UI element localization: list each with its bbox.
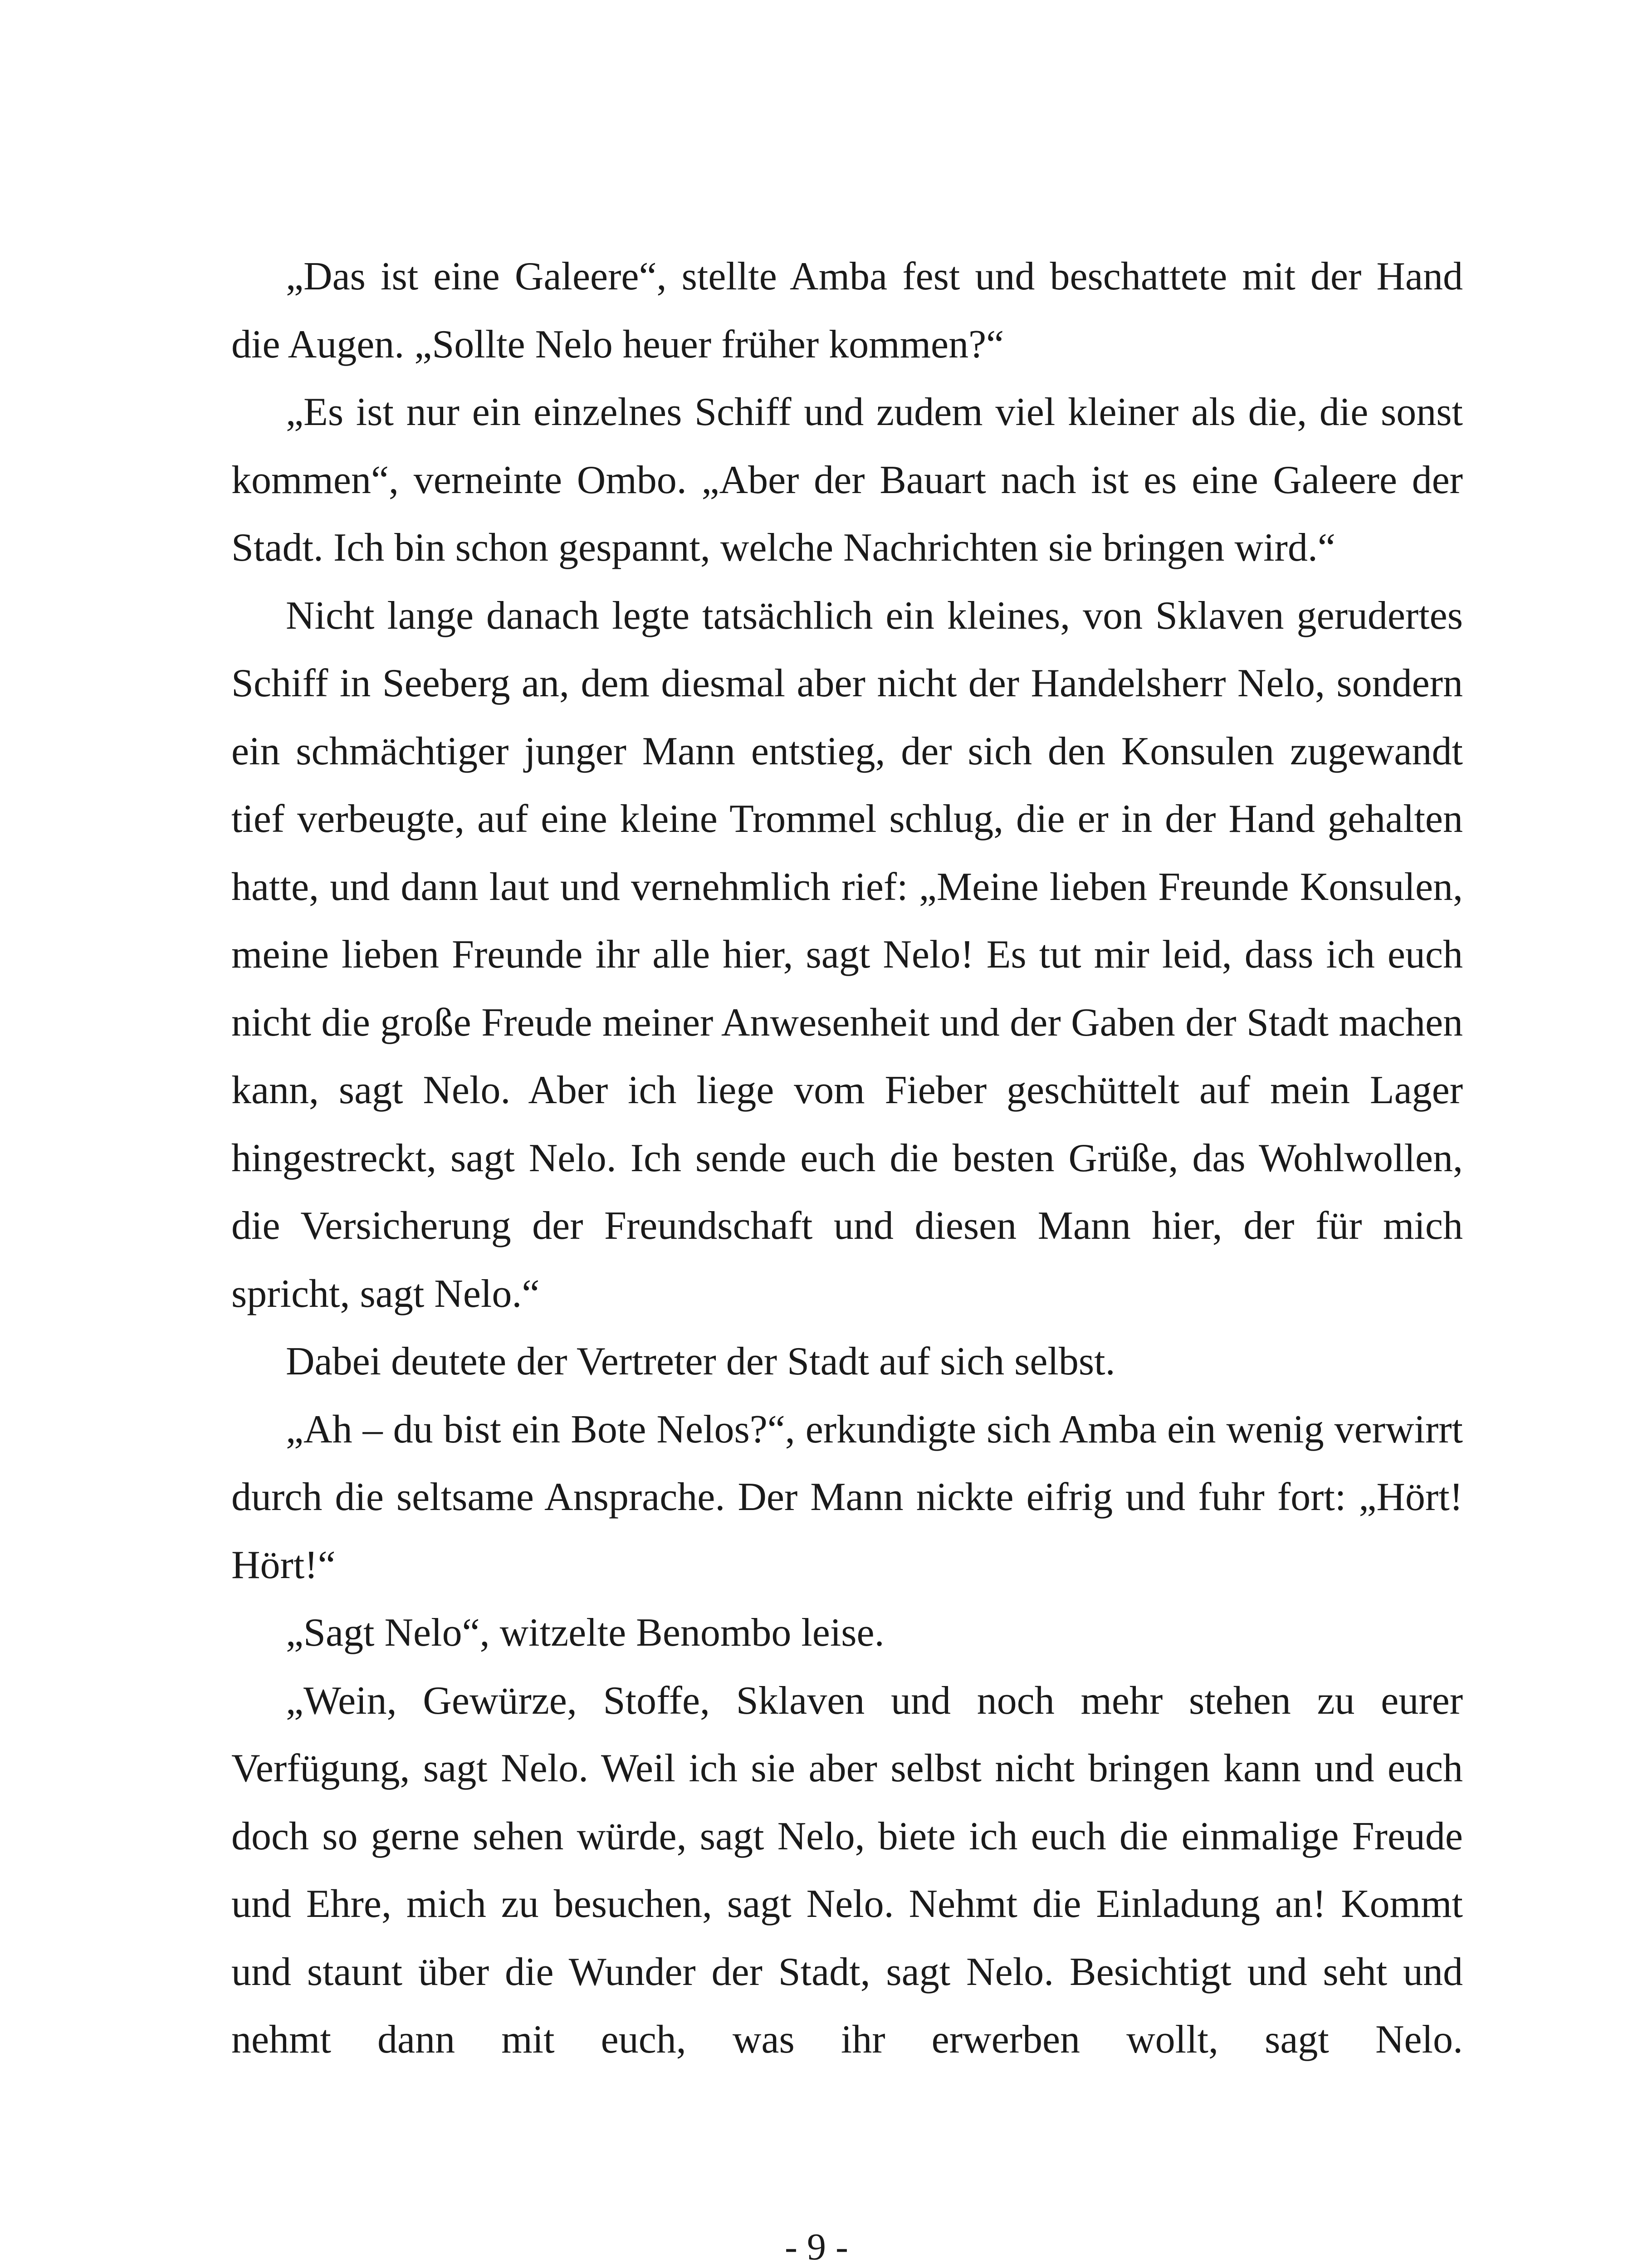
paragraph: „Wein, Gewürze, Stoffe, Sklaven und noch mehr stehen zu eurer Verfügung, sagt Nelo. Weil ich sie aber selbst nicht bringen kann und euch doch so gerne sehen würde, sagt Nelo, biete ich euch die einmalige Freude und Ehre, mich zu besuchen, sagt Nelo. Nehmt die Einladung an! Kommt und staunt über die Wunder der Stadt, sagt Nelo. Besichtigt und seht und nehmt dann mit euch, was ihr erwerben wollt, sagt Nelo. <box>231 1678 1463 2062</box>
paragraph: Dabei deutete der Vertreter der Stadt auf sich selbst. <box>286 1339 1115 1383</box>
paragraph: „Das ist eine Galeere“, stellte Amba fest und beschattete mit der Hand die Augen. „Sollte Nelo heuer früher kommen?“ <box>231 254 1463 367</box>
paragraph: „Ah – du bist ein Bote Nelos?“, erkundigte sich Amba ein wenig verwirrt durch die seltsame Ansprache. Der Mann nickte eifrig und fuhr fort: „Hört! Hört!“ <box>231 1407 1463 1587</box>
paragraph: „Es ist nur ein einzelnes Schiff und zudem viel kleiner als die, die sonst kommen“, verneinte Ombo. „Aber der Bauart nach ist es eine Galeere der Stadt. Ich bin schon gespannt, welche Nachrichten sie bringen wird.“ <box>231 390 1463 570</box>
paragraph: Nicht lange danach legte tatsächlich ein kleines, von Sklaven gerudertes Schiff in Seeberg an, dem diesmal aber nicht der Handelsherr Nelo, sondern ein schmächtiger junger Mann entstieg, der sich den Konsulen zugewandt tief verbeugte, auf eine kleine Trommel schlug, die er in der Hand gehalten hatte, und dann laut und vernehmlich rief: „Meine lieben Freunde Konsulen, meine lieben Freunde ihr alle hier, sagt Nelo! Es tut mir leid, dass ich euch nicht die große Freude meiner Anwesenheit und der Gaben der Stadt machen kann, sagt Nelo. Aber ich liege vom Fieber geschüttelt auf mein Lager hingestreckt, sagt Nelo. Ich sende euch die besten Grüße, das Wohlwollen, die Versicherung der Freundschaft und diesen Mann hier, der für mich spricht, sagt Nelo.“ <box>231 593 1463 1316</box>
paragraph: „Sagt Nelo“, witzelte Benombo leise. <box>286 1611 885 1655</box>
body-text <box>231 243 1463 2074</box>
page-number: - 9 - <box>785 2226 848 2268</box>
